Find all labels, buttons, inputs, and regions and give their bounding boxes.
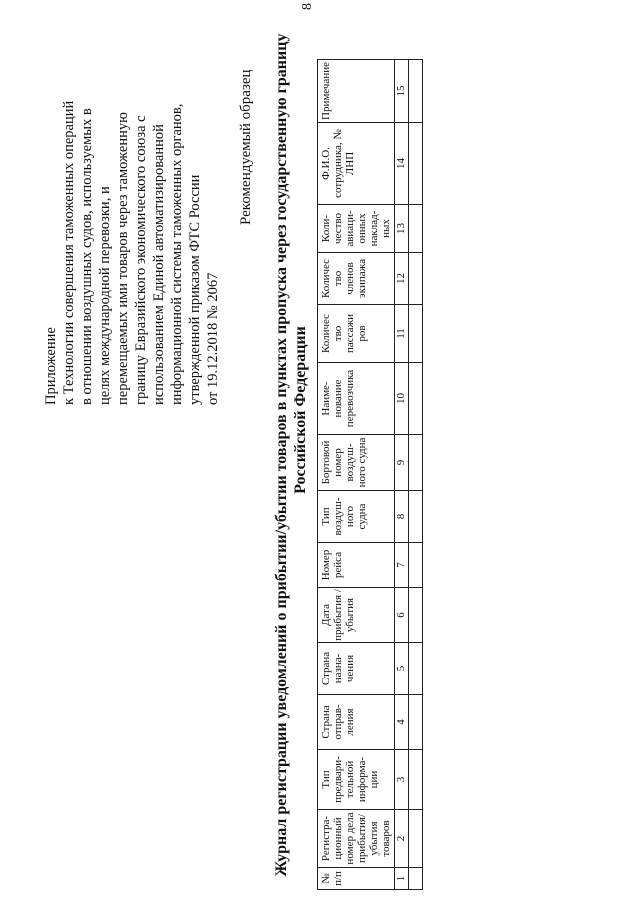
- header-cell: Страна отправ-ления: [318, 695, 395, 750]
- header-cell: Примечание: [318, 60, 395, 123]
- empty-cell: [409, 588, 423, 643]
- empty-cell: [409, 205, 423, 253]
- appendix-line: использованием Единой автоматизированной: [151, 124, 167, 405]
- journal-title-line2: Российской Федерации: [292, 326, 309, 494]
- journal-table: [317, 59, 423, 890]
- header-cell: Наиме-нование перевозчика: [318, 363, 395, 435]
- appendix-line: информационной системы таможенных органов,: [169, 103, 185, 405]
- appendix-line: целях международной перевозки, и: [97, 186, 113, 405]
- appendix-line: границу Евразийского экономического союза с: [133, 115, 149, 405]
- empty-cell: [409, 868, 423, 890]
- appendix-line: Приложение: [43, 327, 59, 405]
- appendix-block: [42, 45, 222, 405]
- column-number-cell: 11: [395, 305, 409, 363]
- header-cell: Дата прибытия /убытия: [318, 588, 395, 643]
- table-header-row: [318, 60, 395, 890]
- empty-cell: [409, 543, 423, 588]
- column-number-cell: 8: [395, 491, 409, 543]
- column-number-cell: 7: [395, 543, 409, 588]
- empty-cell: [409, 60, 423, 123]
- column-number-cell: 2: [395, 810, 409, 868]
- empty-cell: [409, 123, 423, 205]
- appendix-line: утвержденной приказом ФТС России: [187, 174, 203, 405]
- recommended-sample-label: Рекомендуемый образец: [238, 69, 254, 225]
- page-number: 8: [300, 3, 315, 10]
- appendix-line: в отношении воздушных судов, используемых в: [79, 108, 95, 405]
- header-cell: Ф.И.О. сотрудника, № ЛНП: [318, 123, 395, 205]
- header-cell: Коли-чество авиаци-онных наклад-ных: [318, 205, 395, 253]
- header-cell: № п/п: [318, 868, 395, 890]
- empty-cell: [409, 305, 423, 363]
- column-number-cell: 5: [395, 643, 409, 695]
- header-cell: Номер рейса: [318, 543, 395, 588]
- journal-title-line1: Журнал регистрации уведомлений о прибытии/убытии товаров в пунктах пропуска через государственную границу: [273, 33, 290, 877]
- column-number-cell: 13: [395, 205, 409, 253]
- column-number-cell: 10: [395, 363, 409, 435]
- column-number-row: [395, 60, 409, 890]
- appendix-line: к Технологии совершения таможенных операций: [61, 100, 77, 405]
- empty-cell: [409, 810, 423, 868]
- column-number-cell: 1: [395, 868, 409, 890]
- column-number-cell: 12: [395, 253, 409, 305]
- empty-cell: [409, 695, 423, 750]
- empty-cell: [409, 491, 423, 543]
- header-cell: Тип предвари-тельной информа-ции: [318, 750, 395, 810]
- column-number-cell: 4: [395, 695, 409, 750]
- table-row: [409, 60, 423, 890]
- header-cell: Бортовой номер воздуш-ного судна: [318, 435, 395, 491]
- appendix-line: перемещаемых ими товаров через таможенную: [115, 112, 131, 405]
- header-cell: Тип воздуш-ного судна: [318, 491, 395, 543]
- empty-cell: [409, 435, 423, 491]
- empty-cell: [409, 643, 423, 695]
- column-number-cell: 15: [395, 60, 409, 123]
- header-cell: Регистра-ционный номер дела прибытия/ убытия товаров: [318, 810, 395, 868]
- empty-cell: [409, 253, 423, 305]
- header-cell: Страна назна-чения: [318, 643, 395, 695]
- column-number-cell: 14: [395, 123, 409, 205]
- empty-cell: [409, 363, 423, 435]
- column-number-cell: 6: [395, 588, 409, 643]
- empty-cell: [409, 750, 423, 810]
- header-cell: Количес тво пассажи ров: [318, 305, 395, 363]
- header-cell: Количес тво членов экипажа: [318, 253, 395, 305]
- column-number-cell: 9: [395, 435, 409, 491]
- appendix-line: от 19.12.2018 № 2067: [205, 272, 221, 405]
- column-number-cell: 3: [395, 750, 409, 810]
- journal-title: [272, 25, 310, 885]
